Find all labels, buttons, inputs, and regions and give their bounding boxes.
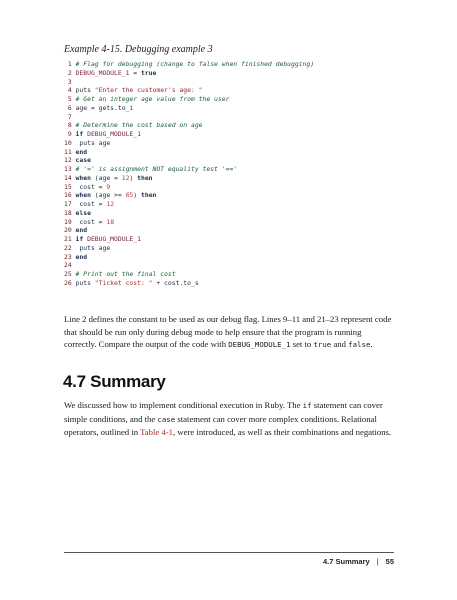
page-footer (323, 557, 394, 566)
code-token: 9 (106, 182, 111, 191)
footer-separator: | (376, 557, 379, 566)
para2-text-4: , were introduced, as well as their combinations and negations. (173, 427, 392, 437)
code-line (64, 279, 404, 288)
line-number: 22 (64, 243, 72, 252)
inline-code-false: false (348, 340, 371, 349)
line-number: 16 (64, 191, 72, 200)
code-token: then (137, 173, 153, 182)
code-token: ) (133, 191, 141, 200)
line-number: 12 (64, 156, 72, 165)
code-line (64, 78, 404, 87)
code-token: cost = (71, 217, 107, 226)
line-number: 25 (64, 270, 72, 278)
code-token: "Enter the customer's age: " (94, 86, 203, 95)
inline-code-if: if (302, 401, 312, 410)
code-token: 18 (106, 217, 115, 226)
para1-text-1: Line 2 defines the constant to be used as our debug flag. Lines 9–11 and 21–23 represent code that should be run only during debug mode to help ensure that the program is running correctly. Compare the output of the code with (64, 314, 392, 349)
line-number: 20 (64, 226, 72, 235)
code-line (64, 174, 404, 183)
code-line (64, 86, 404, 95)
code-line (64, 235, 404, 244)
code-line (64, 270, 404, 279)
code-line (64, 60, 404, 69)
code-line (64, 104, 404, 113)
line-number: 15 (64, 182, 72, 191)
code-line (64, 95, 404, 104)
code-line (64, 253, 404, 262)
code-line (64, 226, 404, 235)
code-line (64, 191, 404, 200)
para1-text-4: . (370, 339, 373, 349)
code-line (64, 261, 404, 270)
line-number: 24 (64, 261, 72, 270)
explanation-paragraph (64, 313, 394, 352)
code-token: if (71, 130, 84, 138)
inline-code-true: true (313, 340, 332, 349)
code-token: cost = (71, 182, 107, 191)
code-token: then (141, 191, 157, 200)
code-token: # '=' is assignment NOT equality test '==' (71, 165, 238, 173)
table-link[interactable]: Table 4-1 (140, 427, 174, 437)
code-token: 12 (106, 200, 115, 208)
inline-code-case: case (157, 414, 176, 424)
code-token: age = gets.to_i (71, 103, 134, 112)
code-token: + cost.to_s (152, 278, 199, 287)
inline-code-debug-module: DEBUG_MODULE_1 (228, 340, 291, 349)
line-number: 7 (64, 112, 72, 121)
code-line (64, 183, 404, 192)
code-token: ) (129, 173, 138, 182)
code-token: else (71, 208, 91, 217)
para1-text-3: and (331, 339, 349, 349)
code-token: (age >= (90, 191, 126, 200)
code-token: end (71, 226, 88, 235)
para2-text-1: We discussed how to implement conditional execution in Ruby. The (64, 400, 303, 410)
para1-text-2: set to (290, 339, 314, 349)
code-line (64, 121, 404, 130)
code-token: = (129, 68, 141, 77)
code-listing (64, 60, 404, 288)
summary-paragraph (64, 399, 394, 439)
code-line (64, 244, 404, 253)
footer-section-title: 4.7 Summary (323, 557, 370, 566)
line-number: 3 (64, 77, 72, 86)
para2-text-2: statement can cover simple conditions, and the (64, 400, 383, 424)
code-token: DEBUG_MODULE_1 (83, 130, 141, 138)
code-token: case (71, 156, 91, 165)
line-number: 23 (64, 252, 72, 261)
code-line (64, 218, 404, 227)
code-token: end (71, 147, 88, 156)
code-token: when (71, 173, 91, 182)
code-token: "Ticket cost: " (94, 278, 153, 287)
line-number: 6 (64, 103, 72, 112)
code-token: puts (71, 86, 95, 95)
code-line (64, 148, 404, 157)
code-token: puts (71, 278, 95, 287)
code-token: DEBUG_MODULE_1 (83, 235, 141, 243)
code-token: puts age (71, 243, 111, 252)
code-token: puts age (71, 138, 111, 147)
example-caption: Example 4-15. Debugging example 3 (64, 44, 213, 55)
line-number: 11 (64, 147, 72, 156)
page-number: 55 (385, 557, 394, 566)
line-number: 9 (64, 130, 72, 138)
code-line (64, 200, 404, 209)
line-number: 18 (64, 208, 72, 217)
code-token: # Flag for debugging (change to false when finished debugging) (71, 60, 315, 68)
code-line (64, 165, 404, 174)
line-number: 17 (64, 200, 72, 208)
line-number: 2 (64, 68, 72, 77)
section-heading: 4.7 Summary (63, 372, 166, 391)
code-token: true (140, 68, 157, 77)
line-number: 26 (64, 278, 72, 287)
line-number: 4 (64, 86, 72, 95)
code-token: # Determine the cost based on age (71, 121, 203, 130)
line-number: 8 (64, 121, 72, 130)
code-token: # Get an integer age value from the user (71, 95, 230, 103)
code-line (64, 130, 404, 139)
code-token: cost = (71, 200, 107, 208)
line-number: 13 (64, 165, 72, 173)
line-number: 1 (64, 60, 72, 68)
code-line (64, 156, 404, 165)
code-line (64, 69, 404, 78)
para2-text-3: statement can cover more complex conditions. Relational operators, outlined in (64, 413, 377, 437)
code-line (64, 139, 404, 148)
code-token: DEBUG_MODULE_1 (71, 68, 130, 77)
code-line (64, 209, 404, 218)
line-number: 10 (64, 138, 72, 147)
line-number: 5 (64, 95, 72, 103)
code-token: (age = (90, 173, 122, 182)
code-token: when (71, 191, 91, 200)
line-number: 19 (64, 217, 72, 226)
code-token: if (71, 235, 84, 243)
line-number: 21 (64, 235, 72, 243)
code-token: 12 (121, 173, 130, 182)
code-line (64, 113, 404, 122)
code-token: 65 (125, 191, 134, 200)
footer-rule (64, 552, 394, 553)
line-number: 14 (64, 173, 72, 182)
code-token: # Print out the final cost (71, 270, 176, 278)
code-token: end (71, 252, 88, 261)
